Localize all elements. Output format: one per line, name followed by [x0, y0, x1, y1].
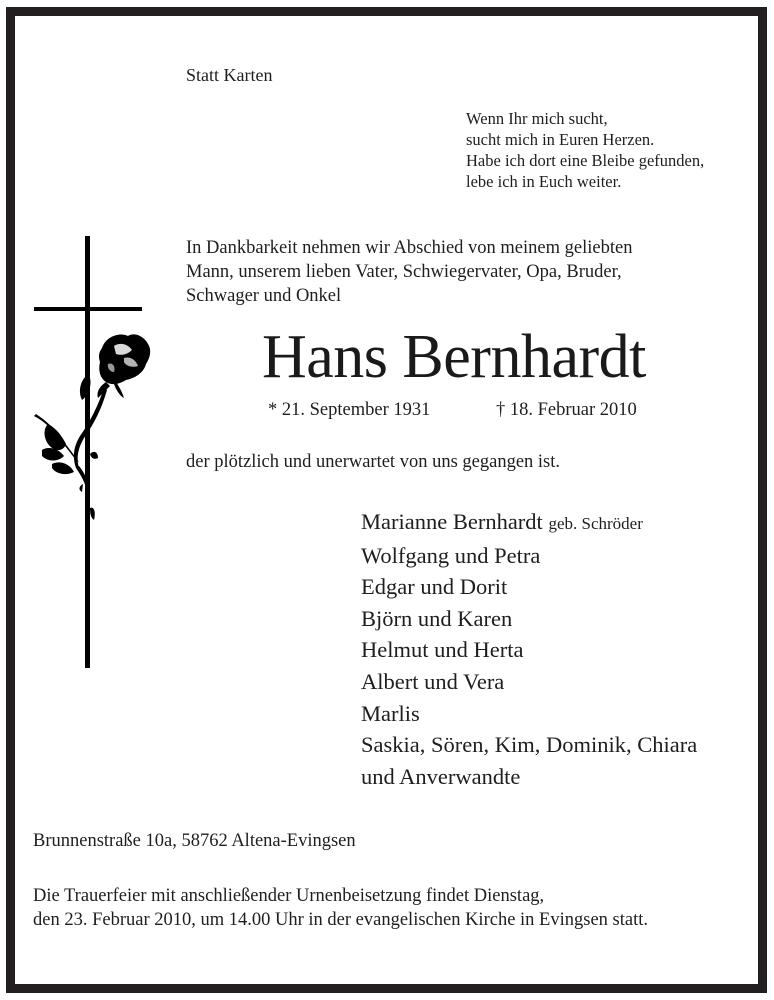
service-line: den 23. Februar 2010, um 14.00 Uhr in der evangelischen Kirche in Evingsen statt.	[33, 910, 648, 930]
intro-line: Schwager und Onkel	[186, 286, 342, 306]
notice-header: Statt Karten	[186, 65, 273, 85]
deceased-name: Hans Bernhardt	[262, 323, 646, 391]
mourner-line: Helmut und Herta	[361, 637, 524, 663]
mourner-line: Björn und Karen	[361, 605, 513, 631]
family-address: Brunnenstraße 10a, 58762 Altena-Evingsen	[33, 831, 356, 851]
intro-line: Mann, unserem lieben Vater, Schwiegervater, Opa, Bruder,	[186, 262, 622, 282]
mourner-line: Wolfgang und Petra	[361, 542, 541, 568]
death-date: † 18. Februar 2010	[496, 400, 637, 420]
mourner-line: Edgar und Dorit	[361, 574, 508, 600]
closing-text: der plötzlich und unerwartet von uns gegangen ist.	[186, 452, 561, 472]
mourner-line: Saskia, Sören, Kim, Dominik, Chiara	[361, 732, 698, 758]
intro-text	[186, 236, 632, 308]
spouse-maiden-name: geb. Schröder	[548, 514, 643, 533]
poem-line: Wenn Ihr mich sucht,	[466, 109, 608, 128]
mourner-line: und Anverwandte	[361, 763, 521, 789]
service-line: Die Trauerfeier mit anschließender Urnenbeisetzung findet Dienstag,	[33, 886, 545, 906]
intro-line: In Dankbarkeit nehmen wir Abschied von meinem geliebten	[186, 238, 633, 258]
memorial-poem	[466, 108, 704, 192]
birth-date: * 21. September 1931	[268, 400, 431, 420]
mourner-line: Marlis	[361, 700, 420, 726]
cross-with-rose-icon	[28, 236, 158, 672]
mourners-list	[361, 506, 697, 792]
funeral-service-info	[33, 884, 648, 932]
poem-line: Habe ich dort eine Bleibe gefunden,	[466, 151, 705, 170]
poem-line: sucht mich in Euren Herzen.	[466, 130, 655, 149]
spouse-name: Marianne Bernhardt	[361, 509, 543, 534]
mourner-spouse	[361, 506, 697, 540]
mourner-line: Albert und Vera	[361, 668, 505, 694]
poem-line: lebe ich in Euch weiter.	[466, 172, 622, 191]
